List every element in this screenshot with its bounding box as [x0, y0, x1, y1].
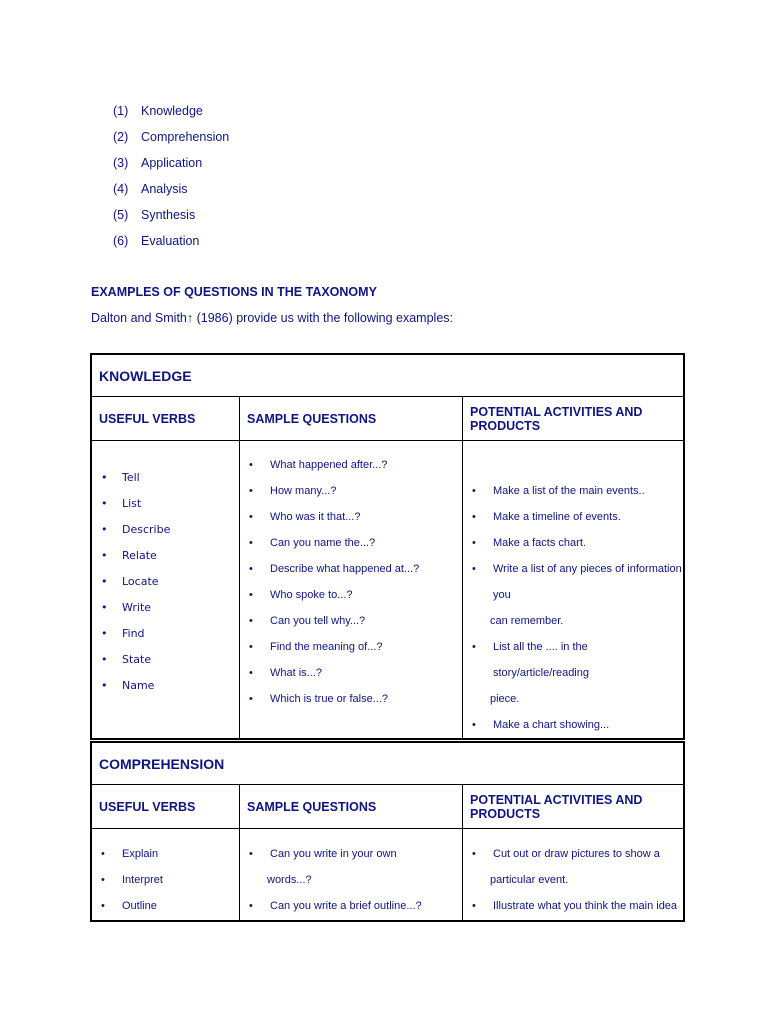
list-item: • Can you name the...?: [240, 530, 462, 556]
item-number: (6): [113, 234, 129, 248]
item-number: (4): [113, 182, 129, 196]
item-label: Knowledge: [141, 104, 203, 118]
questions-cell: [240, 829, 463, 921]
list-item: • Which is true or false...?: [240, 686, 462, 712]
questions-cell: [240, 441, 463, 740]
list-item: • Locate: [92, 569, 239, 595]
comprehension-table: [90, 741, 685, 922]
table-title: COMPREHENSION: [91, 742, 684, 785]
column-header: SAMPLE QUESTIONS: [240, 397, 463, 441]
item-label: Comprehension: [141, 130, 230, 144]
item-label: Evaluation: [141, 234, 200, 248]
item-number: (2): [113, 130, 129, 144]
list-item: • Find the meaning of...?: [240, 634, 462, 660]
column-header: USEFUL VERBS: [91, 785, 240, 829]
column-header: SAMPLE QUESTIONS: [240, 785, 463, 829]
item-label: Analysis: [141, 182, 188, 196]
list-item: • State: [92, 647, 239, 673]
list-item: • Name: [92, 673, 239, 699]
verbs-cell: [91, 441, 240, 740]
list-item: • Make a timeline of events.: [463, 504, 683, 530]
verbs-list: [92, 841, 239, 919]
column-header: POTENTIAL ACTIVITIES AND PRODUCTS: [463, 785, 685, 829]
list-item: • Explain: [92, 841, 239, 867]
list-item: [113, 179, 229, 205]
list-item: • Can you tell why...?: [240, 608, 462, 634]
list-item-continuation: can remember.: [490, 615, 564, 627]
list-item: [113, 101, 229, 127]
list-item: • Outline: [92, 893, 239, 919]
column-header: USEFUL VERBS: [91, 397, 240, 441]
list-item: • What is...?: [240, 660, 462, 686]
item-number: (5): [113, 208, 129, 222]
questions-list: [240, 841, 462, 919]
list-item: • List all the .... in the story/article/reading: [463, 634, 683, 686]
list-item-continuation: words...?: [267, 874, 312, 886]
taxonomy-levels-list: [113, 101, 229, 257]
list-item-continuation: piece.: [490, 693, 520, 705]
list-item: • Who spoke to...?: [240, 582, 462, 608]
list-item: • Describe what happened at...?: [240, 556, 462, 582]
item-number: (3): [113, 156, 129, 170]
list-item: • Cut out or draw pictures to show a: [463, 841, 683, 867]
verbs-list: [92, 465, 239, 699]
list-item: • Write a list of any pieces of information you: [463, 556, 683, 608]
item-number: (1): [113, 104, 129, 118]
list-item: • What happened after...?: [240, 452, 462, 478]
list-item: • How many...?: [240, 478, 462, 504]
list-item: [113, 205, 229, 231]
intro-paragraph: Dalton and Smith↑ (1986) provide us with the following examples:: [91, 311, 453, 325]
list-item: [113, 231, 229, 257]
list-item: • Tell: [92, 465, 239, 491]
table-title: KNOWLEDGE: [91, 354, 684, 397]
list-item: [113, 127, 229, 153]
activities-list: [463, 841, 683, 919]
activities-cell: [463, 829, 685, 921]
column-header: POTENTIAL ACTIVITIES AND PRODUCTS: [463, 397, 685, 441]
questions-list: [240, 452, 462, 712]
knowledge-table: [90, 353, 685, 740]
list-item: • Make a list of the main events..: [463, 478, 683, 504]
list-item: • Find: [92, 621, 239, 647]
item-label: Application: [141, 156, 203, 170]
list-item: • Describe: [92, 517, 239, 543]
list-item: • Interpret: [92, 867, 239, 893]
list-item: • Illustrate what you think the main idea: [463, 893, 683, 919]
list-item: • Relate: [92, 543, 239, 569]
verbs-cell: [91, 829, 240, 921]
list-item: • Make a chart showing...: [463, 712, 683, 738]
list-item: • Make a facts chart.: [463, 530, 683, 556]
activities-cell: [463, 441, 685, 740]
list-item: • Can you write in your own: [240, 841, 462, 867]
item-label: Synthesis: [141, 208, 196, 222]
list-item: • Can you write a brief outline...?: [240, 893, 462, 919]
list-item: • List: [92, 491, 239, 517]
list-item: • Write: [92, 595, 239, 621]
list-item-continuation: particular event.: [490, 874, 569, 886]
list-item: [113, 153, 229, 179]
activities-list: [463, 478, 683, 738]
list-item: • Who was it that...?: [240, 504, 462, 530]
section-heading: EXAMPLES OF QUESTIONS IN THE TAXONOMY: [91, 285, 377, 299]
